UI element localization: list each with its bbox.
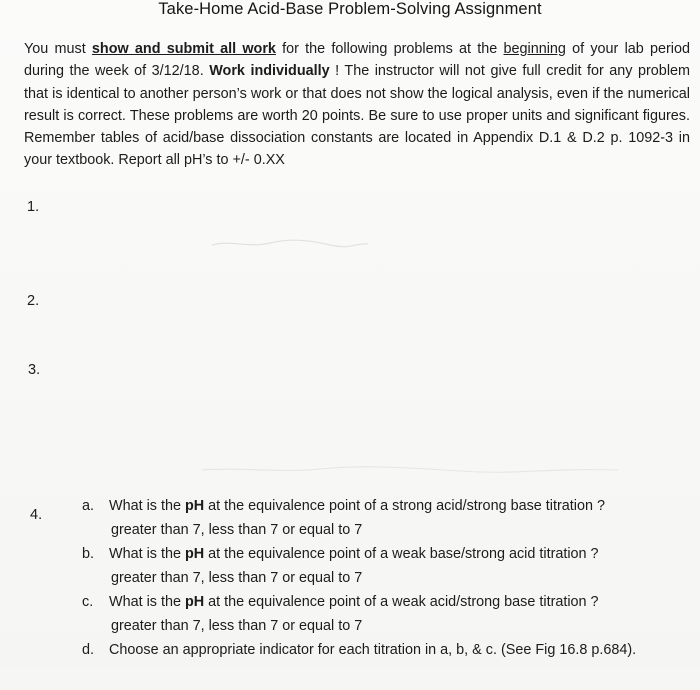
problem-2-number: 2. (27, 293, 40, 309)
question-text-part: at the equivalence point of a strong acid/strong base titration ? (204, 498, 605, 514)
question-text-part: at the equivalence point of a weak base/strong acid titration ? (204, 546, 599, 562)
question-keyword: pH (184, 594, 205, 610)
question-text-part: What is the (109, 546, 185, 562)
bleed-through-scribble (200, 462, 620, 476)
subquestion-b (82, 546, 692, 594)
intro-emphasis-show-work: show and submit all work (91, 41, 276, 57)
intro-text-2: for the following problems at the (275, 41, 504, 57)
question-text-part: at the equivalence point of a weak acid/strong base titration ? (204, 594, 599, 610)
answer-options: greater than 7, less than 7 or equal to 7 (111, 570, 363, 586)
answer-options: greater than 7, less than 7 or equal to 7 (111, 618, 363, 634)
instructions-paragraph (24, 38, 690, 172)
subquestion-text: Choose an appropriate indicator for each titration in a, b, & c. (See Fig 16.8 p.684). (109, 642, 637, 658)
subquestion-letter: d. (82, 642, 95, 658)
subquestion-letter: a. (82, 498, 95, 514)
problem-4-subquestions (82, 498, 692, 690)
subquestion-text (109, 594, 599, 610)
bleed-through-scribble (210, 236, 370, 250)
subquestion-c (82, 594, 692, 642)
question-text-part: What is the (109, 498, 185, 514)
intro-emphasis-individually: Work individually (209, 63, 330, 80)
question-text-part: What is the (109, 594, 185, 610)
subquestion-text (109, 498, 605, 514)
problem-1-number: 1. (27, 199, 40, 215)
intro-text-3: of your lab period during the week of 3/12/18. (24, 41, 690, 80)
question-keyword: pH (184, 546, 205, 562)
bleed-through-mark (210, 236, 370, 253)
intro-emphasis-beginning: beginning (503, 41, 566, 57)
page-title: Take-Home Acid-Base Problem-Solving Assignment (158, 0, 542, 18)
answer-options: greater than 7, less than 7 or equal to 7 (111, 522, 363, 538)
problem-3-number: 3. (28, 362, 41, 378)
subquestion-letter: c. (82, 594, 94, 610)
subquestion-letter: b. (82, 546, 95, 562)
subquestion-d (82, 642, 692, 690)
subquestion-text (109, 546, 599, 562)
bleed-through-mark (200, 462, 620, 479)
subquestion-a (82, 498, 692, 546)
intro-text-1: You must (24, 41, 92, 57)
intro-text-4: ! The instructor will not give full credit for any problem that is identical to another person’s work or that does not show the logical analysis, even if the numerical result is correct. These problems are worth 20 points. Be sure to use proper units and significant figures. Remember tables of acid/base dissociation constants are located in Appendix D.1 & D.2 p. 1092-3 in your textbook. Report all pH’s to +/- 0.XX (24, 63, 691, 169)
question-keyword: pH (184, 498, 205, 514)
problem-4-number: 4. (30, 507, 43, 523)
